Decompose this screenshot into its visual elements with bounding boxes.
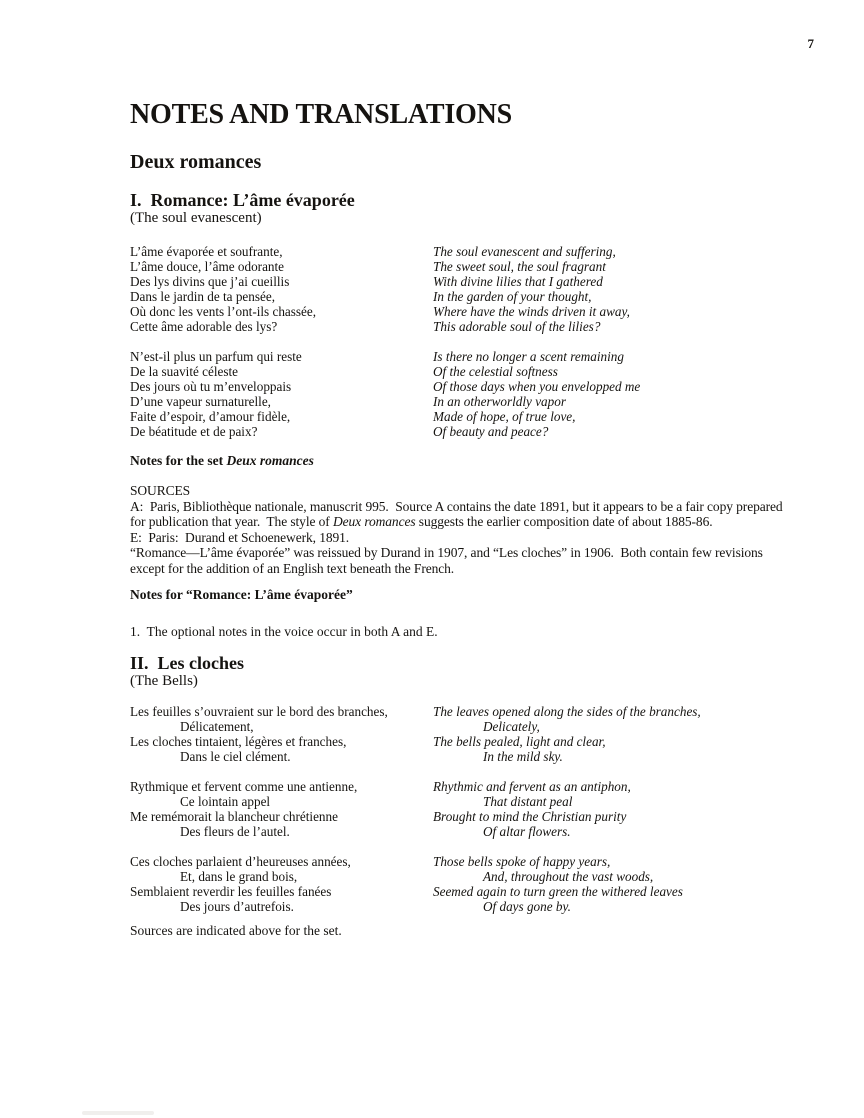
song1-heading: I. Romance: L’âme évaporée — [130, 190, 355, 210]
poem-line-french: Semblaient reverdir les feuilles fanées — [130, 883, 332, 899]
poem-line-english: Made of hope, of true love, — [433, 409, 576, 424]
poem-line-english: Rhythmic and fervent as an antiphon, — [433, 778, 631, 794]
song1-notes-heading: Notes for “Romance: L’âme évaporée” — [130, 587, 353, 602]
poem-line-french: Faite d’espoir, d’amour fidèle, — [130, 409, 291, 424]
song1-french-text — [130, 244, 433, 439]
section-song2 — [130, 653, 798, 914]
poem-line-french: N’est-il plus un parfum qui reste — [130, 349, 302, 364]
page-number: 7 — [807, 36, 814, 51]
poem-line-french: Les feuilles s’ouvraient sur le bord des branches, — [130, 703, 388, 719]
poem-line-english: The bells pealed, light and clear, — [433, 733, 606, 749]
poem-line-french: Rythmique et fervent comme une antienne, — [130, 778, 358, 794]
poem-line-english: Those bells spoke of happy years, — [433, 853, 611, 869]
section-song1 — [130, 190, 798, 439]
source-a-text-end: suggests the earlier composition date of about 1885-86. — [415, 514, 713, 529]
poem-line-french: Et, dans le grand bois, — [180, 868, 298, 884]
set-notes-heading — [130, 453, 798, 469]
poem-line-english: And, throughout the vast woods, — [483, 868, 654, 884]
poem-line-french: Cette âme adorable des lys? — [130, 319, 278, 334]
scan-artifact — [82, 1111, 154, 1115]
set-notes-heading-prefix: Notes for the set — [130, 453, 227, 468]
source-a-text: A: Paris, Bibliothèque nationale, manuscrit 995. Source A contains the date 1891, but it appears to be a fair copy prepared for publication that year. The style of — [130, 498, 786, 529]
sources-block — [130, 483, 798, 576]
poem-line-french: Des lys divins que j’ai cueillis — [130, 274, 290, 289]
poem-line-english: That distant peal — [483, 793, 573, 809]
page-title: NOTES AND TRANSLATIONS — [130, 99, 513, 130]
poem-line-french: Dans le ciel clément. — [180, 748, 291, 764]
poem-line-french: Des jours d’autrefois. — [180, 898, 294, 914]
poem-line-french: Dans le jardin de ta pensée, — [130, 289, 276, 304]
set-title: Deux romances — [130, 151, 262, 173]
song1-poem — [130, 244, 798, 439]
poem-line-english: Is there no longer a scent remaining — [433, 349, 624, 364]
poem-line-english: The leaves opened along the sides of the branches, — [433, 703, 701, 719]
song2-poem — [130, 704, 798, 914]
poem-line-english: Seemed again to turn green the withered leaves — [433, 883, 683, 899]
poem-line-french: Les cloches tintaient, légères et franches, — [130, 733, 347, 749]
source-e-entry: E: Paris: Durand et Schoenewerk, 1891. — [130, 529, 350, 545]
poem-line-french: Où donc les vents l’ont-ils chassée, — [130, 304, 317, 319]
poem-line-english: Where have the winds driven it away, — [433, 304, 630, 319]
poem-line-french: Ces cloches parlaient d’heureuses années, — [130, 853, 351, 869]
song1-note-item-1: 1. The optional notes in the voice occur in both A and E. — [130, 624, 438, 639]
poem-line-english: With divine lilies that I gathered — [433, 274, 603, 289]
poem-line-english: In the garden of your thought, — [433, 289, 592, 304]
poem-line-english: Of those days when you envelopped me — [433, 379, 641, 394]
poem-line-english: Of altar flowers. — [483, 823, 571, 839]
poem-line-english: Brought to mind the Christian purity — [433, 808, 627, 824]
source-a-set-title: Deux romances — [332, 514, 416, 529]
poem-line-english: This adorable soul of the lilies? — [433, 319, 601, 334]
poem-line-french: Ce lointain appel — [180, 793, 271, 809]
poem-line-english: In the mild sky. — [483, 748, 563, 764]
poem-line-english: The soul evanescent and suffering, — [433, 244, 616, 259]
sources-footnote: Sources are indicated above for the set. — [130, 922, 342, 938]
poem-line-french: Des fleurs de l’autel. — [180, 823, 290, 839]
poem-line-english: Of the celestial softness — [433, 364, 558, 379]
sources-label: SOURCES — [130, 483, 191, 498]
set-notes-heading-set-title: Deux romances — [226, 453, 314, 468]
poem-line-french: L’âme évaporée et soufrante, — [130, 244, 283, 259]
song1-english-translation — [433, 244, 798, 439]
poem-line-french: Me remémorait la blancheur chrétienne — [130, 808, 338, 824]
poem-line-french: De béatitude et de paix? — [130, 424, 258, 439]
song2-subtitle: (The Bells) — [130, 672, 198, 689]
content — [130, 0, 798, 939]
poem-line-french: D’une vapeur surnaturelle, — [130, 394, 271, 409]
poem-line-english: The sweet soul, the soul fragrant — [433, 259, 606, 274]
poem-line-french: De la suavité céleste — [130, 364, 239, 379]
poem-line-english: Delicately, — [483, 718, 540, 734]
reissue-note: “Romance—L’âme évaporée” was reissued by Durand in 1907, and “Les cloches” in 1906. Both contain few revisions except for the addition of an English text beneath the French. — [130, 545, 767, 576]
poem-line-french: L’âme douce, l’âme odorante — [130, 259, 285, 274]
song2-english-translation — [433, 704, 798, 914]
song2-heading: II. Les cloches — [130, 652, 244, 673]
song1-subtitle: (The soul evanescent) — [130, 210, 262, 226]
poem-line-english: Of days gone by. — [483, 898, 571, 914]
poem-line-french: Des jours où tu m’enveloppais — [130, 379, 292, 394]
source-a-entry — [130, 499, 798, 530]
song2-french-text — [130, 704, 433, 914]
poem-line-french: Délicatement, — [180, 718, 254, 734]
poem-line-english: Of beauty and peace? — [433, 424, 549, 439]
poem-line-english: In an otherworldly vapor — [433, 394, 566, 409]
